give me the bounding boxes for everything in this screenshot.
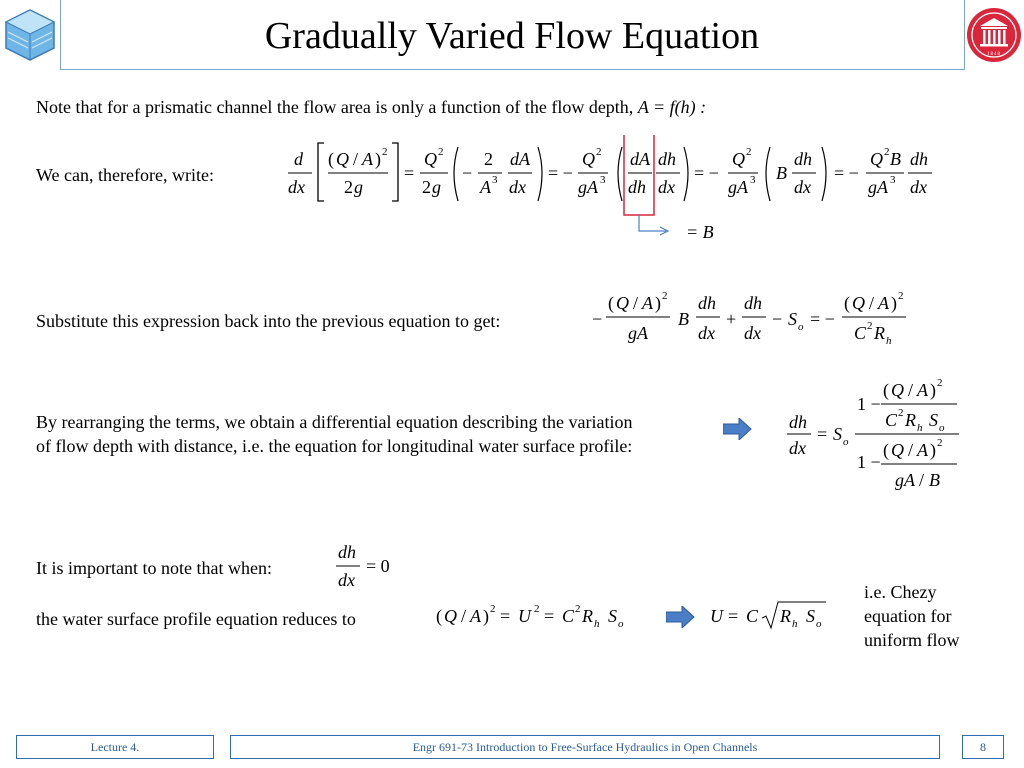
svg-text:S: S	[929, 410, 938, 430]
svg-text:C: C	[885, 410, 898, 430]
svg-text:2: 2	[898, 407, 904, 419]
svg-text:gA: gA	[868, 177, 888, 197]
svg-text:=: =	[404, 163, 415, 183]
svg-text:S: S	[608, 606, 617, 626]
svg-text:): )	[891, 293, 897, 313]
svg-text:g: g	[432, 177, 441, 197]
svg-text:dh: dh	[789, 412, 807, 432]
svg-text:A: A	[917, 380, 928, 400]
svg-text:dA: dA	[630, 149, 650, 169]
svg-text:C: C	[854, 323, 867, 343]
svg-text:2: 2	[746, 146, 752, 158]
svg-text:A: A	[470, 606, 481, 626]
svg-text:gA: gA	[578, 177, 598, 197]
svg-text:3: 3	[492, 174, 498, 186]
svg-text:A: A	[917, 440, 928, 460]
svg-text:(: (	[883, 440, 889, 460]
svg-text:Q: Q	[852, 293, 865, 313]
header-rule	[60, 69, 964, 70]
svg-text:Q: Q	[732, 149, 745, 169]
svg-text:A: A	[362, 149, 373, 169]
svg-text:= 0: = 0	[366, 556, 390, 576]
svg-text:2: 2	[884, 146, 890, 158]
svg-text:Q: Q	[616, 293, 629, 313]
svg-text:dx: dx	[338, 570, 355, 590]
svg-text:/: /	[461, 606, 467, 626]
svg-text:2: 2	[438, 146, 444, 158]
svg-text:dx: dx	[288, 177, 305, 197]
svg-text:2: 2	[898, 290, 904, 302]
svg-text:B: B	[929, 470, 940, 490]
svg-text:d: d	[294, 149, 303, 169]
rearrange-text-line1: By rearranging the terms, we obtain a differential equation describing the variation	[36, 412, 633, 432]
svg-text:2: 2	[344, 177, 353, 197]
university-seal-icon	[966, 2, 1022, 68]
svg-text:B: B	[890, 149, 901, 169]
svg-text:C: C	[562, 606, 575, 626]
svg-text:dx: dx	[698, 323, 715, 343]
highlight-box	[624, 135, 654, 215]
svg-text:Q: Q	[582, 149, 595, 169]
svg-text:2: 2	[484, 149, 493, 169]
svg-text:R: R	[874, 323, 885, 343]
svg-text:dA: dA	[510, 149, 530, 169]
reduces-text: the water surface profile equation reduces to	[36, 609, 356, 629]
footer-lecture: Lecture 4.	[16, 735, 214, 759]
svg-text:h: h	[792, 618, 798, 630]
svg-text:2: 2	[662, 290, 668, 302]
header-bar	[0, 0, 1024, 72]
svg-text:A: A	[480, 177, 491, 197]
svg-text:dh: dh	[794, 149, 812, 169]
note-line: i.e. Chezy	[864, 582, 937, 602]
block-arrow-2-icon	[666, 606, 696, 628]
svg-text:=: =	[544, 606, 555, 626]
derivative-equation	[282, 135, 942, 245]
svg-text:3: 3	[750, 174, 756, 186]
channel-logo-icon	[2, 2, 58, 66]
svg-text:=: =	[817, 424, 828, 444]
svg-text:dh: dh	[338, 542, 356, 562]
block-arrow-icon	[723, 418, 753, 440]
svg-text:): )	[375, 149, 381, 169]
svg-text:dh: dh	[698, 293, 716, 313]
footer-course: Engr 691-73 Introduction to Free-Surface Hydraulics in Open Channels	[230, 735, 940, 759]
footer-page-number: 8	[962, 735, 1004, 759]
svg-text:2: 2	[575, 603, 581, 615]
svg-text:dx: dx	[658, 177, 675, 197]
svg-text:/: /	[908, 380, 914, 400]
svg-text:o: o	[798, 321, 804, 333]
svg-text:3: 3	[890, 174, 896, 186]
intro-text	[36, 95, 706, 119]
condition-text: It is important to note that when:	[36, 558, 272, 578]
svg-text:Q: Q	[336, 149, 349, 169]
svg-text:= −: = −	[810, 309, 835, 329]
svg-text:1 −: 1 −	[857, 394, 881, 414]
svg-text:/: /	[633, 293, 639, 313]
substituted-equation	[590, 283, 910, 353]
svg-text:R: R	[582, 606, 593, 626]
svg-text:B: B	[678, 309, 689, 329]
svg-text:=: =	[500, 606, 511, 626]
svg-text:−: −	[592, 309, 603, 329]
svg-text:/: /	[869, 293, 875, 313]
svg-text:o: o	[816, 618, 822, 630]
svg-text:dx: dx	[794, 177, 811, 197]
svg-text:o: o	[939, 422, 945, 434]
svg-text:U: U	[710, 606, 723, 626]
svg-text:(: (	[844, 293, 850, 313]
svg-text:h: h	[917, 422, 923, 434]
svg-text:gA: gA	[628, 323, 648, 343]
equals-b-label: = B	[686, 222, 714, 242]
gvf-equation	[785, 372, 965, 496]
svg-text:2: 2	[490, 603, 496, 615]
svg-text:2: 2	[937, 437, 943, 449]
svg-text:C: C	[746, 606, 759, 626]
svg-text:): )	[655, 293, 661, 313]
svg-text:): )	[930, 440, 936, 460]
svg-text:Q: Q	[870, 149, 883, 169]
svg-text:1848: 1848	[987, 52, 1001, 57]
svg-text:h: h	[886, 335, 892, 347]
svg-text:h: h	[594, 618, 600, 630]
svg-text:g: g	[354, 177, 363, 197]
svg-text:(: (	[328, 149, 334, 169]
svg-text:= −: = −	[694, 163, 719, 183]
svg-text:2: 2	[422, 177, 431, 197]
svg-text:A: A	[878, 293, 889, 313]
svg-text:2: 2	[382, 146, 388, 158]
svg-text:2: 2	[937, 377, 943, 389]
svg-text:R: R	[905, 410, 916, 430]
svg-text:1 −: 1 −	[857, 452, 881, 472]
substitute-text: Substitute this expression back into the previous equation to get:	[36, 311, 501, 331]
svg-text:o: o	[618, 618, 624, 630]
header-divider-right	[964, 0, 965, 70]
rearrange-text-line2: of flow depth with distance, i.e. the equation for longitudinal water surface profile:	[36, 436, 633, 456]
svg-text:dh: dh	[658, 149, 676, 169]
svg-text:dx: dx	[744, 323, 761, 343]
svg-text:S: S	[833, 424, 842, 444]
chezy-equation	[708, 596, 832, 636]
svg-text:2: 2	[596, 146, 602, 158]
svg-text:2: 2	[534, 603, 540, 615]
write-label: We can, therefore, write:	[36, 165, 214, 185]
svg-text:/: /	[908, 440, 914, 460]
svg-text:(: (	[883, 380, 889, 400]
svg-text:o: o	[843, 436, 849, 448]
uniform-flow-equation	[434, 598, 634, 638]
intro-sentence: Note that for a prismatic channel the flow area is only a function of the flow depth,	[36, 97, 638, 117]
svg-text:(: (	[436, 606, 442, 626]
svg-text:=: =	[728, 606, 739, 626]
svg-text:Q: Q	[444, 606, 457, 626]
svg-text:/: /	[353, 149, 359, 169]
svg-text:A: A	[642, 293, 653, 313]
svg-text:dx: dx	[509, 177, 526, 197]
svg-text:S: S	[788, 309, 797, 329]
svg-text:): )	[483, 606, 489, 626]
chezy-note	[864, 580, 959, 652]
svg-text:dx: dx	[789, 438, 806, 458]
svg-text:2: 2	[867, 320, 873, 332]
note-line: uniform flow	[864, 630, 960, 650]
svg-text:Q: Q	[424, 149, 437, 169]
svg-text:dh: dh	[628, 177, 646, 197]
svg-text:dx: dx	[910, 177, 927, 197]
svg-text:gA: gA	[895, 470, 915, 490]
zero-derivative-expression	[334, 540, 404, 596]
svg-text:(: (	[608, 293, 614, 313]
svg-text:gA: gA	[728, 177, 748, 197]
svg-text:Q: Q	[891, 380, 904, 400]
svg-text:= −: = −	[834, 163, 859, 183]
svg-text:+: +	[726, 309, 737, 329]
svg-text:dh: dh	[910, 149, 928, 169]
svg-text:Q: Q	[891, 440, 904, 460]
svg-text:/: /	[919, 470, 925, 490]
svg-text:−: −	[462, 163, 473, 183]
svg-text:): )	[930, 380, 936, 400]
svg-text:B: B	[776, 163, 787, 183]
page-title: Gradually Varied Flow Equation	[264, 15, 760, 57]
svg-text:dh: dh	[744, 293, 762, 313]
svg-text:R: R	[780, 606, 791, 626]
svg-text:−: −	[772, 309, 783, 329]
area-function-expression: A = f(h) :	[637, 97, 707, 117]
svg-text:S: S	[806, 606, 815, 626]
svg-text:= −: = −	[548, 163, 573, 183]
svg-text:3: 3	[600, 174, 606, 186]
svg-text:U: U	[518, 606, 531, 626]
note-line: equation for	[864, 606, 952, 626]
